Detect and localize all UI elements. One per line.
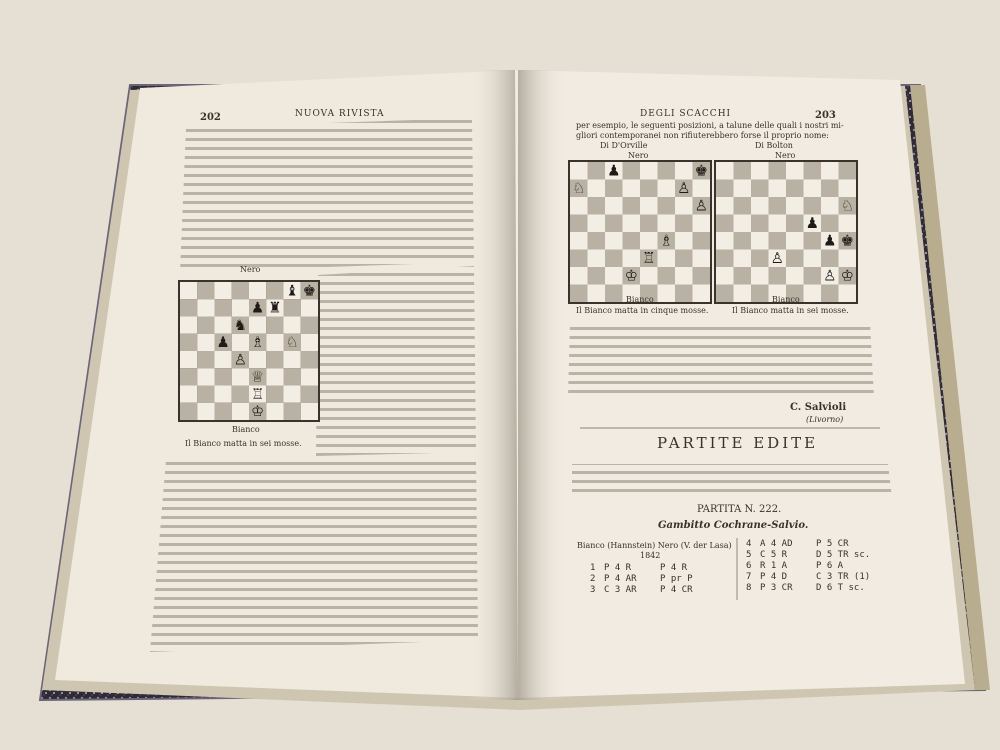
right-page [515, 70, 965, 700]
chess-piece: ♝ [285, 282, 299, 300]
chess-piece: ♘ [840, 196, 854, 215]
board-square [693, 267, 711, 285]
board-square [640, 267, 658, 285]
board-square [675, 267, 693, 285]
board-square [215, 317, 232, 334]
board-square [734, 267, 752, 285]
board-square [821, 285, 839, 303]
board-square [588, 197, 606, 215]
board-square [197, 334, 214, 351]
board-square [232, 299, 249, 316]
board-square [786, 197, 804, 215]
chess-piece: ♚ [840, 231, 854, 250]
board-square [284, 403, 301, 420]
board-square [570, 232, 588, 250]
board-square [839, 285, 857, 303]
board-square [301, 403, 318, 420]
board-square [197, 351, 214, 368]
board-square [751, 232, 769, 250]
board-square [180, 368, 197, 385]
board-square [769, 197, 787, 215]
section-title: PARTITE EDITE [657, 434, 819, 452]
chess-piece: ♟ [251, 299, 265, 317]
board-square [284, 368, 301, 385]
board-square [301, 317, 318, 334]
black-move: P 4 CR [660, 585, 693, 595]
board-square [716, 162, 734, 180]
board-square [249, 317, 266, 334]
board-square [232, 403, 249, 420]
board-square [215, 282, 232, 299]
board-square [588, 232, 606, 250]
board-square [588, 162, 606, 180]
board-square [693, 232, 711, 250]
board-square [693, 285, 711, 303]
white-move: C 3 AR [604, 585, 637, 595]
board-square [804, 162, 822, 180]
board-square [734, 162, 752, 180]
board-square [675, 197, 693, 215]
board-right-top: Nero [775, 151, 796, 160]
board-square [197, 403, 214, 420]
board-square [821, 250, 839, 268]
black-move: P 6 A [816, 561, 844, 571]
white-move: P 4 R [604, 563, 632, 573]
black-move: P pr P [660, 574, 693, 584]
board-square [675, 250, 693, 268]
signature-place: (Livorno) [806, 415, 844, 424]
board-square [197, 386, 214, 403]
white-move: P 3 CR [760, 583, 793, 593]
board-square [839, 250, 857, 268]
board-square [266, 317, 283, 334]
board-square [734, 197, 752, 215]
board-square [658, 162, 676, 180]
board-square [821, 162, 839, 180]
board-square [588, 250, 606, 268]
board-square [786, 267, 804, 285]
board-square [284, 299, 301, 316]
board-square [180, 351, 197, 368]
left-text-bottom [150, 456, 478, 652]
right-page-number: 203 [815, 110, 836, 121]
board-square [769, 162, 787, 180]
board-square [570, 250, 588, 268]
signature: C. Salvioli [790, 402, 847, 413]
board-square [180, 386, 197, 403]
board-square [232, 334, 249, 351]
board-square [675, 162, 693, 180]
board-square [751, 215, 769, 233]
board-square [751, 267, 769, 285]
board-left-top: Nero [628, 151, 649, 160]
black-move: C 3 TR (1) [816, 572, 871, 582]
white-move: A 4 AD [760, 539, 793, 549]
board-square [215, 403, 232, 420]
chess-piece: ♕ [251, 368, 265, 386]
board-square [751, 197, 769, 215]
board-square [232, 368, 249, 385]
chess-piece: ♗ [251, 334, 265, 352]
board-square [605, 197, 623, 215]
black-move: D 6 T sc. [816, 583, 865, 593]
left-side-text [316, 266, 476, 456]
board-square [623, 232, 641, 250]
chess-piece: ♟ [805, 214, 819, 233]
board-square [716, 232, 734, 250]
board-square [605, 285, 623, 303]
board-square [821, 197, 839, 215]
board-square [215, 299, 232, 316]
board-square [804, 180, 822, 198]
board-right-caption: Il Bianco matta in sei mosse. [732, 306, 849, 315]
board-square [751, 285, 769, 303]
board-square [769, 180, 787, 198]
move-number: 6 [746, 561, 752, 571]
board-square [716, 215, 734, 233]
board-square [693, 250, 711, 268]
board-square [640, 232, 658, 250]
board-square [266, 368, 283, 385]
board-square [734, 215, 752, 233]
black-move: P 4 R [660, 563, 688, 573]
year: 1842 [640, 551, 661, 560]
chess-piece: ♚ [302, 282, 316, 300]
board-square [804, 232, 822, 250]
board-square [249, 351, 266, 368]
chess-piece: ♔ [251, 403, 265, 421]
chess-piece: ♜ [268, 299, 282, 317]
board-square [734, 180, 752, 198]
board-right-bottom: Bianco [772, 295, 800, 304]
board-square [658, 267, 676, 285]
board-square [570, 267, 588, 285]
board-square [769, 232, 787, 250]
board-square [180, 282, 197, 299]
board-square [180, 299, 197, 316]
board-square [658, 215, 676, 233]
board-square [301, 351, 318, 368]
board-square [693, 180, 711, 198]
right-chess-board-1 [568, 160, 712, 304]
board-square [716, 267, 734, 285]
board-square [640, 215, 658, 233]
partite-intro-text [572, 464, 892, 498]
board-square [588, 215, 606, 233]
board-square [266, 386, 283, 403]
opening-name: Gambitto Cochrane-Salvio. [658, 520, 809, 531]
board-square [786, 250, 804, 268]
move-number: 7 [746, 572, 752, 582]
board-square [658, 250, 676, 268]
board-square [640, 180, 658, 198]
right-solution-text [568, 322, 874, 398]
board-square [605, 232, 623, 250]
board-square [716, 180, 734, 198]
board-square [769, 267, 787, 285]
chess-piece: ♖ [251, 385, 265, 403]
board-square [751, 180, 769, 198]
left-board-caption: Il Bianco matta in sei mosse. [185, 439, 302, 448]
move-number: 2 [590, 574, 596, 584]
board-square [197, 299, 214, 316]
left-board-top-label: Nero [240, 265, 261, 274]
left-board-bottom-label: Bianco [232, 425, 260, 434]
board-square [215, 351, 232, 368]
board-square [284, 317, 301, 334]
board-square [570, 197, 588, 215]
chess-piece: ♔ [624, 266, 638, 285]
board-square [786, 180, 804, 198]
board-square [675, 285, 693, 303]
board-square [623, 250, 641, 268]
right-intro-line-1: per esempio, le seguenti posizioni, a talune delle quali i nostri mi- [576, 121, 844, 130]
board-square [570, 215, 588, 233]
move-number: 1 [590, 563, 596, 573]
board-square [249, 282, 266, 299]
board-square [769, 215, 787, 233]
board-square [266, 282, 283, 299]
board-square [804, 250, 822, 268]
board-square [266, 334, 283, 351]
chess-piece: ♘ [285, 334, 299, 352]
black-move: D 5 TR sc. [816, 550, 871, 560]
chess-piece: ♟ [607, 161, 621, 180]
chess-piece: ♗ [659, 231, 673, 250]
board-square [301, 334, 318, 351]
board-square [588, 285, 606, 303]
board-square [804, 267, 822, 285]
board-square [734, 232, 752, 250]
board-left-caption: Il Bianco matta in cinque mosse. [576, 306, 709, 315]
right-running-head: DEGLI SCACCHI [640, 109, 732, 119]
board-square [751, 162, 769, 180]
right-intro-line-2: gliori contemporanei non rifiuterebbero forse il proprio nome: [576, 131, 829, 140]
chess-piece: ♙ [677, 179, 691, 198]
board-right-author: Di Bolton [755, 141, 793, 150]
board-square [716, 285, 734, 303]
white-move: P 4 AR [604, 574, 637, 584]
white-move: C 5 R [760, 550, 788, 560]
board-square [215, 368, 232, 385]
board-square [623, 180, 641, 198]
left-chess-board [178, 280, 320, 422]
board-square [588, 180, 606, 198]
move-number: 8 [746, 583, 752, 593]
left-running-head: NUOVA RIVISTA [295, 109, 385, 119]
board-square [640, 162, 658, 180]
board-square [786, 215, 804, 233]
board-square [232, 282, 249, 299]
board-square [658, 197, 676, 215]
chess-piece: ♟ [823, 231, 837, 250]
board-square [605, 215, 623, 233]
board-square [716, 250, 734, 268]
board-square [786, 162, 804, 180]
board-square [623, 215, 641, 233]
board-square [605, 180, 623, 198]
board-square [197, 368, 214, 385]
move-number: 3 [590, 585, 596, 595]
board-square [675, 215, 693, 233]
chess-piece: ♞ [233, 316, 247, 334]
board-left-bottom: Bianco [626, 295, 654, 304]
board-square [734, 285, 752, 303]
board-square [180, 403, 197, 420]
board-square [839, 162, 857, 180]
chess-piece: ♙ [233, 351, 247, 369]
move-number: 5 [746, 550, 752, 560]
board-square [734, 250, 752, 268]
board-left-author: Di D'Orville [600, 141, 648, 150]
chess-piece: ♖ [642, 249, 656, 268]
chess-piece: ♙ [694, 196, 708, 215]
board-square [197, 317, 214, 334]
board-square [215, 386, 232, 403]
partita-label: PARTITA N. 222. [697, 504, 782, 515]
board-square [693, 215, 711, 233]
board-square [804, 197, 822, 215]
left-page-number: 202 [200, 112, 221, 123]
left-text-top [180, 118, 474, 272]
chess-piece: ♙ [823, 266, 837, 285]
board-square [658, 285, 676, 303]
board-square [180, 334, 197, 351]
board-square [839, 215, 857, 233]
board-square [180, 317, 197, 334]
board-square [197, 282, 214, 299]
board-square [623, 197, 641, 215]
board-square [301, 368, 318, 385]
board-square [301, 299, 318, 316]
board-square [232, 386, 249, 403]
board-square [570, 162, 588, 180]
board-square [623, 162, 641, 180]
right-chess-board-2 [714, 160, 858, 304]
board-square [284, 351, 301, 368]
board-square [751, 250, 769, 268]
board-square [658, 180, 676, 198]
board-square [588, 267, 606, 285]
board-square [839, 180, 857, 198]
chess-piece: ♚ [694, 161, 708, 180]
board-square [821, 215, 839, 233]
board-square [284, 386, 301, 403]
board-square [301, 386, 318, 403]
board-square [605, 250, 623, 268]
board-square [266, 403, 283, 420]
board-square [640, 197, 658, 215]
board-square [716, 197, 734, 215]
board-square [804, 285, 822, 303]
chess-piece: ♔ [840, 266, 854, 285]
white-move: P 4 D [760, 572, 788, 582]
board-square [570, 285, 588, 303]
board-square [675, 232, 693, 250]
move-number: 4 [746, 539, 752, 549]
black-move: P 5 CR [816, 539, 849, 549]
board-square [605, 267, 623, 285]
board-square [266, 351, 283, 368]
chess-piece: ♟ [216, 334, 230, 352]
white-move: R 1 A [760, 561, 788, 571]
chess-piece: ♙ [770, 249, 784, 268]
board-square [821, 180, 839, 198]
players-line: Bianco (Hannstein) Nero (V. der Lasa) [577, 541, 732, 550]
board-square [786, 232, 804, 250]
chess-piece: ♘ [572, 179, 586, 198]
